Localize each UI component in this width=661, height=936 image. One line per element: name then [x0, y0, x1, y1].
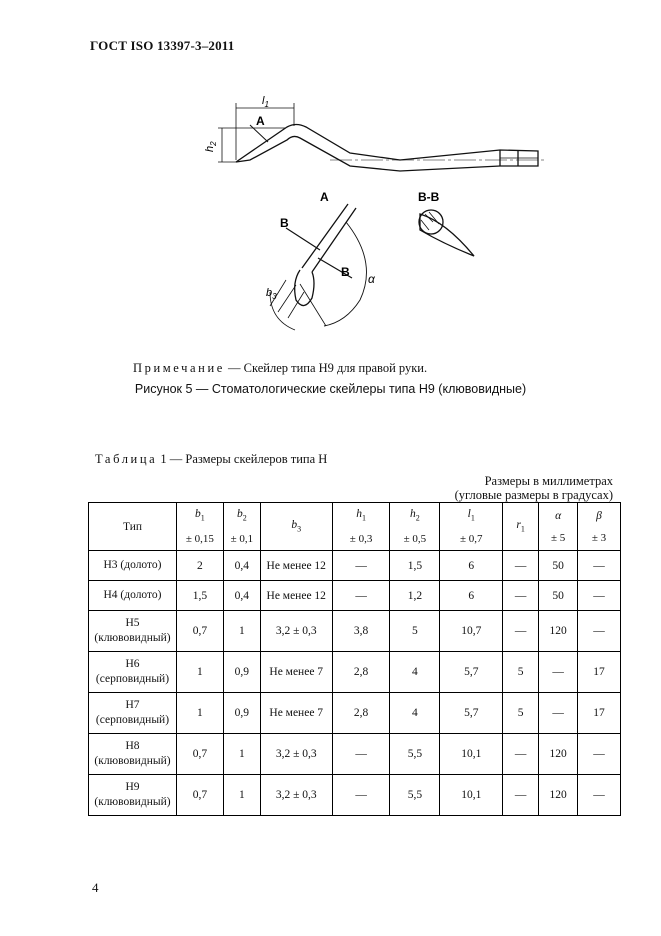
table-cell: Не менее 7	[260, 652, 332, 693]
label-b-bottom: B	[341, 265, 350, 279]
table-cell: 10,7	[440, 611, 503, 652]
table-row	[89, 611, 621, 652]
cell-type	[89, 775, 177, 816]
label-alpha: α	[368, 272, 375, 286]
table-cell: 2,8	[332, 693, 390, 734]
type-shape: (клювовидный)	[94, 632, 171, 644]
table-cell: 1,2	[390, 581, 440, 611]
table-cell: 50	[539, 581, 578, 611]
header-alpha: α ± 5	[539, 503, 578, 551]
table-cell: 0,7	[176, 734, 223, 775]
header-beta: β ± 3	[578, 503, 621, 551]
scaler-body-outline	[236, 125, 538, 172]
type-shape: (клювовидный)	[94, 796, 171, 808]
table-cell: 1	[223, 611, 260, 652]
header-b3: $b_3$	[260, 503, 332, 551]
table-cell: —	[578, 734, 621, 775]
figure-note	[133, 361, 427, 376]
header-type: Тип	[89, 503, 177, 551]
header-r1: $r_1$	[503, 503, 539, 551]
table-caption	[95, 452, 327, 467]
cell-type	[89, 652, 177, 693]
table-cell: 50	[539, 551, 578, 581]
table-cell: —	[539, 652, 578, 693]
label-b3: $b_3$	[266, 287, 277, 301]
header-b1: $b_1$ ± 0,15	[176, 503, 223, 551]
type-name: H6	[125, 658, 140, 670]
table-cell: 0,9	[223, 693, 260, 734]
table-cell: —	[578, 551, 621, 581]
table-cell: Не менее 7	[260, 693, 332, 734]
type-name: H5	[125, 617, 140, 629]
cell-type	[89, 611, 177, 652]
figure-caption: Рисунок 5 — Стоматологические скейлеры типа H9 (клювовидные)	[134, 382, 527, 396]
table-cell: 0,7	[176, 775, 223, 816]
table-cell: 120	[539, 775, 578, 816]
table-cell: 120	[539, 611, 578, 652]
table-cell: 0,9	[223, 652, 260, 693]
table-cell: 4	[390, 652, 440, 693]
table-cell: —	[503, 734, 539, 775]
label-section-bb: B-B	[418, 190, 440, 204]
label-l1: $l_1$	[262, 95, 269, 109]
table-row	[89, 551, 621, 581]
table-cell: 3,2 ± 0,3	[260, 734, 332, 775]
table-cell: —	[332, 551, 390, 581]
table-cell: 3,2 ± 0,3	[260, 775, 332, 816]
table-caption-label: Таблица	[95, 452, 158, 466]
page-number: 4	[92, 880, 99, 895]
table-cell: —	[578, 611, 621, 652]
table-cell: —	[503, 581, 539, 611]
header-h1: $h_1$ ± 0,3	[332, 503, 390, 551]
table-cell: 0,4	[223, 581, 260, 611]
table-cell: Не менее 12	[260, 551, 332, 581]
table-cell: 1,5	[390, 551, 440, 581]
table-cell: 10,1	[440, 734, 503, 775]
table-cell: 1,5	[176, 581, 223, 611]
table-cell: 5,7	[440, 652, 503, 693]
cell-type	[89, 734, 177, 775]
note-text: — Скейлер типа H9 для правой руки.	[224, 361, 428, 375]
table-units	[455, 474, 613, 502]
table-cell: 5	[503, 693, 539, 734]
label-b-top: B	[280, 216, 289, 230]
cell-type	[89, 551, 177, 581]
table-cell: 0,4	[223, 551, 260, 581]
document-header: ГОСТ ISO 13397-3–2011	[90, 38, 235, 53]
table-cell: Не менее 12	[260, 581, 332, 611]
table-cell: 1	[223, 734, 260, 775]
type-shape: (клювовидный)	[94, 755, 171, 767]
type-name: H8	[125, 740, 140, 752]
table-cell: 6	[440, 581, 503, 611]
table-cell: 17	[578, 693, 621, 734]
type-name: H7	[125, 699, 140, 711]
units-line-1: Размеры в миллиметрах	[484, 474, 613, 488]
table-cell: —	[578, 775, 621, 816]
type-name: H4 (долото)	[103, 589, 162, 601]
table-cell: 17	[578, 652, 621, 693]
table-cell: 3,2 ± 0,3	[260, 611, 332, 652]
table-row	[89, 775, 621, 816]
type-shape: (серповидный)	[95, 714, 170, 726]
table-cell: 2,8	[332, 652, 390, 693]
label-view-a: A	[320, 190, 329, 204]
table-cell: 6	[440, 551, 503, 581]
table-cell: 5,7	[440, 693, 503, 734]
type-name: H9	[125, 781, 140, 793]
table-cell: 1	[223, 775, 260, 816]
units-line-2: (угловые размеры в градусах)	[454, 488, 613, 502]
cell-type	[89, 693, 177, 734]
header-h2: $h_2$ ± 0,5	[390, 503, 440, 551]
table-cell: 1	[176, 652, 223, 693]
table-cell: —	[503, 551, 539, 581]
table-caption-text: 1 — Размеры скейлеров типа H	[157, 452, 328, 466]
note-label: Примечание	[133, 361, 225, 375]
type-name: H3 (долото)	[103, 559, 162, 571]
type-shape: (серповидный)	[95, 673, 170, 685]
table-cell: 2	[176, 551, 223, 581]
view-a-tip	[295, 270, 314, 306]
table-cell: —	[503, 611, 539, 652]
table-row	[89, 652, 621, 693]
table-cell: 5,5	[390, 734, 440, 775]
view-a-shank	[302, 204, 356, 272]
table-cell: 10,1	[440, 775, 503, 816]
header-b2: $b_2$ ± 0,1	[223, 503, 260, 551]
table-row	[89, 581, 621, 611]
cell-type	[89, 581, 177, 611]
table-row	[89, 734, 621, 775]
header-l1: $l_1$ ± 0,7	[440, 503, 503, 551]
table-cell: 5,5	[390, 775, 440, 816]
table-cell: 1	[176, 693, 223, 734]
scaler-drawing	[0, 0, 661, 360]
label-view-a-arrow: A	[256, 114, 265, 128]
table-row	[89, 693, 621, 734]
table-cell: 5	[390, 611, 440, 652]
table-header-row	[89, 503, 621, 551]
table-cell: —	[332, 775, 390, 816]
table-cell: 4	[390, 693, 440, 734]
table-cell: —	[539, 693, 578, 734]
table-cell: 5	[503, 652, 539, 693]
table-cell: —	[332, 581, 390, 611]
table-cell: 120	[539, 734, 578, 775]
table-cell: —	[578, 581, 621, 611]
table-cell: 0,7	[176, 611, 223, 652]
table-cell: 3,8	[332, 611, 390, 652]
table-cell: —	[332, 734, 390, 775]
scaler-dimensions-table	[88, 502, 621, 816]
label-h2: $h_2$	[204, 141, 218, 152]
table-cell: —	[503, 775, 539, 816]
